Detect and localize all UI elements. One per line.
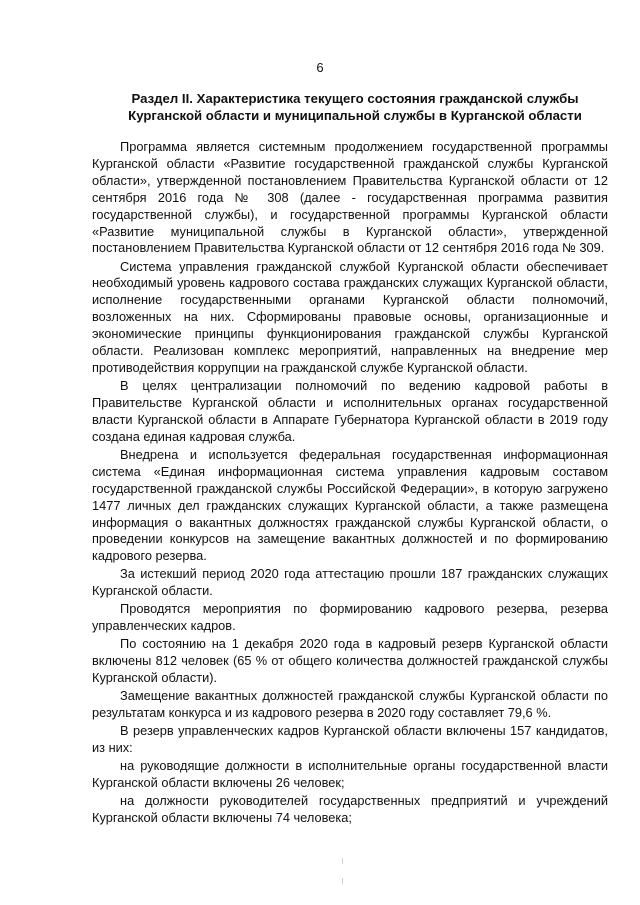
section-title-line-1: Раздел II. Характеристика текущего состояния гражданской службы [131,91,579,106]
page-number: 6 [316,60,324,75]
paragraph-reserve-measures: Проводятся мероприятия по формированию кадрового резерва, резерва управленческих кадров. [92,601,608,634]
list-item-executive-bodies: на руководящие должности в исполнительные органы государственной власти Курганской области включены 26 человек; [92,758,608,791]
list-item-enterprises: на должности руководителей государственных предприятий и учреждений Курганской области включены 74 человека; [92,793,608,826]
paragraph-centralization: В целях централизации полномочий по ведению кадровой работы в Правительстве Курганской области и исполнительных органах государственной власти Курганской области в Аппарате Губернатора Курганской области в 2019 году создана единая кадровая служба. [92,378,608,444]
paragraph-vacancy-filling: Замещение вакантных должностей гражданской службы Курганской области по результатам конкурса и из кадрового резерва в 2020 году составляет 79,6 %. [92,688,608,721]
scan-artifact [342,858,343,864]
paragraph-attestation: За истекший период 2020 года аттестацию прошли 187 гражданских служащих Курганской области. [92,566,608,599]
paragraph-management-system: Система управления гражданской службой Курганской области обеспечивает необходимый уровень кадрового состава гражданских служащих Курганской области, исполнение государственными органами Курганской области полномочий, возложенных на них. Сформированы правовые основы, организационные и экономические принципы функционирования гражданской службы Курганской области. Реализован комплекс мероприятий, направленных на внедрение мер противодействия коррупции на гражданской службе Курганской области. [92,258,608,375]
scan-artifact [342,878,343,884]
paragraph-program-basis: Программа является системным продолжением государственной программы Курганской области «Развитие государственной гражданской службы Курганской области», утвержденной постановлением Правительства Курганской области от 12 сентября 2016 года № 308 (далее - государственная программа развития государственной службы), и государственной программы Курганской области «Развитие муниципальной службы в Курганской области», утвержденной постановлением Правительства Курганской области от 12 сентября 2016 года № 309. [92,139,608,256]
document-body [92,139,608,827]
paragraph-information-system: Внедрена и используется федеральная государственная информационная система «Единая информационная система управления кадровым составом государственной гражданской службы Российской Федерации», в которую загружено 1477 личных дел гражданских служащих Курганской области, а также размещена информация о вакантных должностях гражданской службы Курганской области, о проведении конкурсов на замещение вакантных должностей и по формированию кадрового резерва. [92,446,608,564]
section-title-line-2: Курганской области и муниципальной службы в Курганской области [128,108,582,123]
paragraph-management-reserve: В резерв управленческих кадров Курганской области включены 157 кандидатов, из них: [92,723,608,756]
section-title [80,90,630,124]
paragraph-personnel-reserve: По состоянию на 1 декабря 2020 года в кадровый резерв Курганской области включены 812 человек (65 % от общего количества должностей гражданской службы Курганской области). [92,636,608,686]
